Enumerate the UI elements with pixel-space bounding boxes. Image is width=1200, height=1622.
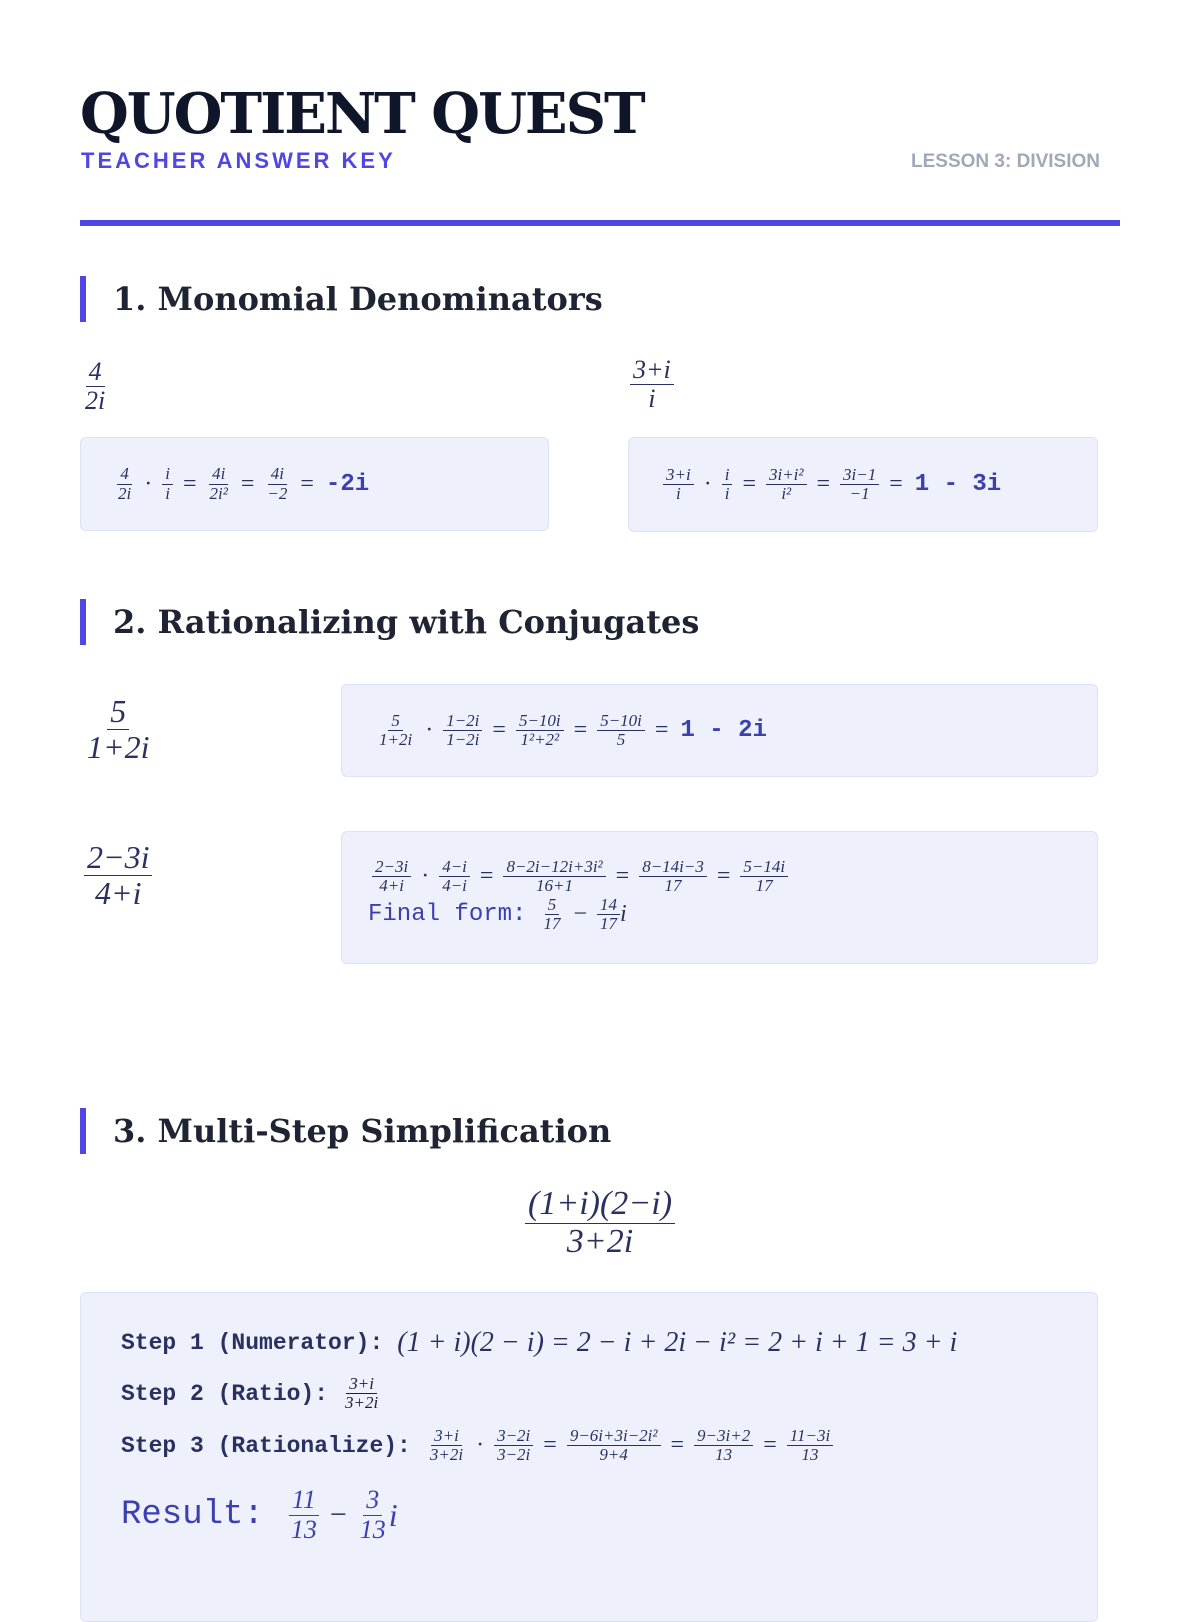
step-1-row	[121, 1327, 1057, 1359]
term: 3−2i	[497, 1445, 531, 1465]
result-label: Result:	[121, 1496, 264, 1535]
term: i	[165, 483, 170, 503]
problem-1b-denominator: i	[648, 384, 656, 414]
term: 13	[359, 1514, 386, 1544]
imaginary-unit: i	[388, 1496, 398, 1533]
term: 5−10i	[516, 712, 564, 731]
term: 3+i	[431, 1427, 462, 1446]
step-3-row: Step 3 (Rationalize): $\frac{3+i}{3+2i}$ · $\frac{3-2i}{3-2i}$ = $\frac{\text{9−6i+3i−2i²}}{9+4}$ = $\frac{9-3i+2}{13}$ = $\frac{11-3i}{13}$	[121, 1427, 1057, 1465]
term: 4−i	[442, 876, 467, 896]
term: 5	[388, 712, 403, 731]
step-1-label: Step 1 (Numerator):	[121, 1330, 384, 1356]
term: 3+i	[346, 1375, 377, 1394]
step-3-label: Step 3 (Rationalize):	[121, 1432, 411, 1459]
term: 17	[543, 914, 561, 934]
solution-2a-answer: 1 - 2i	[680, 717, 767, 744]
result-row: Result: $\frac{11}{13}$ − $\frac{3}{13}$ i	[121, 1485, 398, 1544]
problem-1a	[82, 358, 108, 415]
term: 2i	[118, 483, 132, 503]
problem-1a-numerator: 4	[86, 358, 105, 387]
term: 5	[616, 730, 626, 749]
solution-1b-steps: $\frac{3+i}{i}$ · $\frac{i}{i}$ = $\frac{\text{3i+i²}}{\text{i²}}$ = $\frac{3i-1}{-1}$ = 1 - 3i	[629, 438, 1097, 531]
term: 9+4	[599, 1445, 628, 1465]
solution-2b-steps: $\frac{2-3i}{4+i}$ · $\frac{4-i}{4-i}$ = $\frac{\text{8−2i−12i+3i²}}{16+1}$ = $\frac{8-14i-3}{17}$ = $\frac{5-14i}{17}$	[368, 858, 1071, 896]
term: 3+2i	[429, 1445, 464, 1465]
term: 4+i	[379, 876, 404, 896]
solution-2a-box	[341, 684, 1098, 777]
step-1-math: (1 + i)(2 − i) = 2 − i + 2i − i² = 2 + i + 1 = 3 + i	[397, 1327, 958, 1358]
term: 9−6i+3i−2i²	[567, 1427, 661, 1446]
term: 17	[664, 876, 682, 896]
term: 8−14i−3	[639, 858, 707, 877]
page-title: QUOTIENT QUEST	[80, 81, 644, 147]
step-2-row	[121, 1375, 1057, 1413]
term: 4i	[209, 465, 228, 484]
solution-1b-box	[628, 437, 1098, 532]
term: 2i²	[209, 483, 228, 503]
problem-3	[0, 1186, 1200, 1260]
problem-1a-denominator: 2i	[85, 386, 106, 416]
problem-3-denominator: 3+2i	[566, 1222, 634, 1260]
term: 4	[117, 465, 132, 484]
term: 13	[715, 1445, 733, 1465]
term: i	[675, 484, 681, 503]
term: 4−i	[439, 858, 470, 877]
term: 5	[545, 896, 560, 915]
solution-3-content	[81, 1293, 1097, 1544]
term: −2	[267, 483, 288, 503]
solution-2b-box	[341, 831, 1098, 964]
term: 3+2i	[345, 1393, 379, 1413]
term: 5−10i	[597, 712, 645, 731]
term: 3	[363, 1486, 382, 1515]
term: i	[724, 484, 730, 503]
solution-2b-content	[342, 832, 1097, 933]
problem-2a	[84, 694, 152, 764]
step-2-label: Step 2 (Ratio):	[121, 1380, 329, 1407]
problem-3-numerator: (1+i)(2−i)	[525, 1186, 675, 1224]
term: 4i	[268, 465, 287, 484]
section-1-heading: 1. Monomial Denominators	[80, 276, 603, 322]
imaginary-unit: i	[619, 901, 627, 928]
term: 11	[289, 1486, 319, 1515]
term: 11−3i	[787, 1427, 833, 1446]
term: 1²+2²	[520, 730, 560, 749]
solution-1b-answer: 1 - 3i	[914, 471, 1002, 498]
problem-2b	[84, 840, 152, 910]
term: 17	[755, 876, 773, 896]
solution-3-box	[80, 1292, 1098, 1622]
solution-1a-steps: $\frac{4}{2i}$ · $\frac{i}{i}$ = $\frac{4i}{\text{2i²}}$ = $\frac{4i}{-2}$ = -2i	[81, 438, 548, 530]
term: 1−2i	[443, 712, 482, 731]
term: 5−14i	[740, 858, 788, 877]
term: i²	[781, 484, 792, 503]
term: 3+i	[663, 466, 694, 485]
solution-1a-box	[80, 437, 549, 531]
problem-1b	[630, 356, 674, 413]
problem-1b-numerator: 3+i	[630, 356, 674, 385]
term: −1	[849, 484, 870, 503]
term: 3i+i²	[766, 466, 807, 485]
header-divider	[80, 220, 1120, 226]
term: 13	[801, 1445, 819, 1465]
term: 16+1	[536, 876, 574, 896]
solution-2a-steps: $\frac{5}{1+2i}$ · $\frac{1-2i}{1-2i}$ = $\frac{5-10i}{\text{1²+2²}}$ = $\frac{5-10i}{5}$ = 1 - 2i	[342, 685, 1097, 776]
section-3-heading: 3. Multi-Step Simplification	[80, 1108, 611, 1154]
term: 1+2i	[379, 730, 413, 749]
section-2-heading: 2. Rationalizing with Conjugates	[80, 599, 699, 645]
term: 17	[599, 914, 617, 934]
term: i	[162, 465, 173, 484]
term: 2−3i	[372, 858, 411, 877]
lesson-label: LESSON 3: DIVISION	[911, 151, 1100, 172]
solution-2b-final: Final form: $\frac{5}{17}$ − $\frac{14}{17}$ i	[368, 894, 627, 934]
problem-2a-numerator: 5	[107, 694, 129, 730]
term: 13	[290, 1514, 317, 1544]
problem-2b-denominator: 4+i	[95, 874, 142, 911]
solution-1a-answer: -2i	[325, 470, 370, 498]
page-subtitle: TEACHER ANSWER KEY	[81, 148, 396, 173]
term: i	[722, 466, 733, 485]
term: 8−2i−12i+3i²	[503, 858, 605, 877]
problem-2b-numerator: 2−3i	[84, 840, 152, 876]
final-form-label: Final form:	[368, 901, 527, 929]
term: 1−2i	[446, 730, 480, 749]
term: 14	[597, 896, 620, 915]
term: 3i−1	[840, 466, 879, 485]
term: 9−3i+2	[694, 1427, 753, 1446]
term: 3−2i	[494, 1427, 533, 1446]
problem-2a-denominator: 1+2i	[87, 728, 150, 765]
